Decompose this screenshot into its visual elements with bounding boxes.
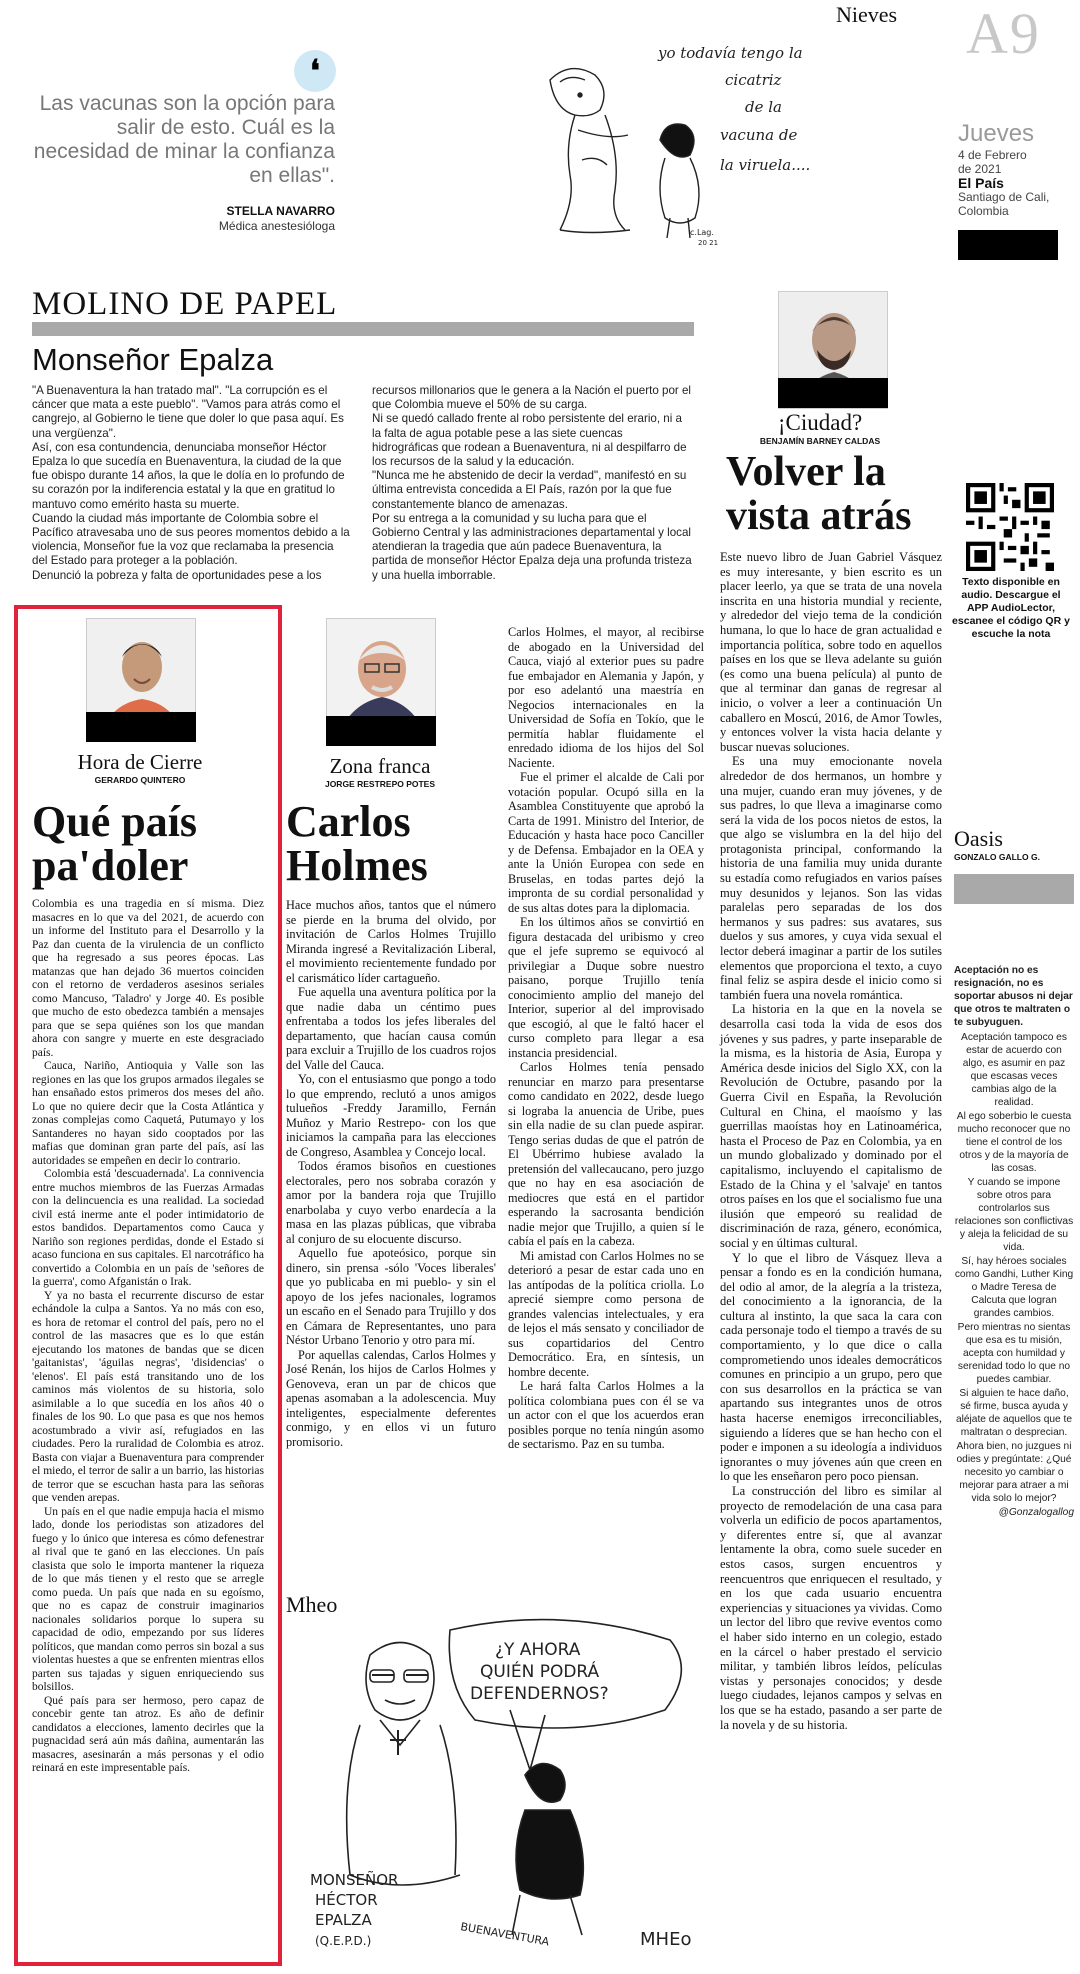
zona-paragraph: Carlos Holmes tenía pensado renunciar en marzo para presentarse como candidato en 2022, desde luego si lograba la anuencia de Uribe, pues sin ella nadie de su clan puede aspirar. Tengo serias dudas de que el patrón de El Ubérrimo hubiese avalado la pretensión del vallecaucano, pero juzgo que no hay en esa asociación de mediocres que está en el partidor esperando la sacrosanta bendición nadie mejor que Trujillo, a quien sí le cabía el país en la cabeza. xyxy=(508,1060,704,1248)
edition-info xyxy=(958,120,1078,260)
zona-paragraph: Hace muchos años, tantos que el número se pierde en la bruma del olvido, por invitación de Carlos Holmes Trujillo Miranda ingresé a Revitalización Liberal, el movimiento recientemente fundado por el carismático líder cartagueño. xyxy=(286,898,496,985)
hora-paragraph: Y ya no basta el recurrente discurso de estar echándole la culpa a Santos. Ya no más con eso, es hora de retomar el control del país, pero no el control de las masacres que es lo que están ejecutando los matones de bandas que se dicen 'gaitanistas', 'águilas negras', 'disidencias' o 'elenos'. El país está transitando uno de los caminos más violentos de su historia, solo asimilable a lo que sucedía en los años 40 o finales de los 90. Lo que pasa es que nos hemos acostumbrado a vivir así, refugiados en las ciudades. Pero la ruralidad de Colombia es atroz. Basta con viajar a Buenaventura para comprender el miedo, el terror de salir a un barrio, las historias de terror que se escuchan hasta para las señoras que venden arepas. xyxy=(32,1289,264,1504)
mheo-speech-line-2: QUIÉN PODRÁ xyxy=(480,1662,600,1682)
hora-body xyxy=(32,898,264,1776)
molino-paragraph: Por su entrega a la comunidad y su lucha para que el Gobierno Central y las administraciones departamental y local atendieran la tragedia que aún padece Buenaventura, la partida de monseñor Héctor Epalza deja una profunda tristeza y una huella imborrable. xyxy=(372,511,692,582)
quote-text: Las vacunas son la opción para salir de esto. Cuál es la necesidad de minar la confianza en ellas". xyxy=(33,92,335,187)
zona-body-col-1 xyxy=(286,898,496,1449)
top-cartoon-year: 20 21 xyxy=(698,239,719,247)
oasis-paragraph: Al ego soberbio le cuesta mucho reconocer que no tiene el control de los otros y de la mayoría de las cosas. xyxy=(956,1111,1072,1174)
zona-paragraph: Aquello fue apoteósico, porque sin dinero, sin prensa -sólo 'Voces liberales' que yo publicaba en mi pueblo- y sin el apoyo de los jefes nacionales, logramos un escaño en el Senado para Trujillo y dos en Cámara de Representantes, uno para Néstor Urbano Tenorio y otro para mí. xyxy=(286,1246,496,1347)
zona-photo-redaction xyxy=(326,716,436,746)
ciudad-paragraph: Este nuevo libro de Juan Gabriel Vásquez es muy interesante, y bien escrito es un placer leerlo, ya que se trata de una novela inscrita en una historia mundial y reciente, y alrededor del viejo tema de la condición humana, lo que lo hace de gran actualidad e importancia política, sobre todo en aquellos países en los que se lleva adelante su guión (es como una buena película) al punto de que al terminar dan ganas de regresar al inicio, o volver a leer a continuación Un caballero en Moscú, 2016, de Amor Towles, y entonces volver la vista hacia delante y buscar nuevas soluciones. xyxy=(720,550,942,754)
oasis-paragraph: Y cuando se impone sobre otros para controlarlos sus relaciones son conflictivas y aleja la felicidad de su vida. xyxy=(954,1177,1074,1253)
molino-paragraph: "A Buenaventura la han tratado mal". "La corrupción es el cáncer que mata a este pueblo". "Vamos para atrás como el cangrejo, al Gobierno le tiene que doler lo que pasa aquí. Es una vergüenza". xyxy=(32,384,344,440)
zona-body-col-2 xyxy=(508,625,704,1452)
newspaper-name: El País xyxy=(958,175,1004,191)
ciudad-paragraph: La construcción del libro es similar al proyecto de remodelación de una casa para volverla un edificio de pocos apartamentos, y diferentes entre sí, que al avanzar lentamente la obra, como suele suceder en estos casos, surgen encuentros y reencuentros que enriquecen el resultado, y en los que cada usuario encuentra experiencias y situaciones ya vividas. Como un lector del libro que revive eventos como el haber sido interno en un colegio, estado en la cárcel o haber prestado el servicio militar, y también libros leídos, películas vistas y personajes conocidos; y desde luego ciudades, lejanos campos y selvas en los que se ha estado, pasando a ser parte de la novela y de su historia. xyxy=(720,1484,942,1732)
oasis-lead: Aceptación no es resignación, no es soportar abusos ni dejar que otros te maltraten o te subyuguen. xyxy=(954,965,1073,1028)
hora-paragraph: Colombia está 'descuadernada'. La connivencia entre muchos miembros de las Fuerzas Armadas con la delincuencia es una realidad. La sociedad civil está inerme ante el poder intimidatorio de estos bandidos. Departamentos como Cauca y Nariño son regiones perdidas, donde el Estado si acaso funciona en sus capitales. El narcotráfico ha convertido a Colombia en un país de 'señores de la guerra', como Afganistán o Irak. xyxy=(32,1168,264,1288)
zona-column-name: Zona franca xyxy=(329,754,431,778)
page-number: A9 xyxy=(966,1,1041,66)
ciudad-paragraph: Y lo que el libro de Vásquez lleva a pensar a fondo es en la condición humana, del odio al amor, de la alegría a la tristeza, del conocimiento a la ignorancia, de la cultura al instinto, la que saca la cara con cada personaje todo el tiempo a través de su comportamiento, y lo que dice o calla comprometiendo unos ideales democráticos comunes en principio a un grupo, pero que con sus desarrollos en la práctica se van apartando sus integrantes unos de otros hasta hacerse enemigos irreconciliables, siguiendo a líderes que se han hecho con el poder e imponen a su ideología a individuos ignorantes o muy jóvenes aún que creen en lo que les enseñaron pero poco piensan. xyxy=(720,1250,942,1484)
ciudad-column-name: ¡Ciudad? xyxy=(777,410,863,435)
oasis-column-name: Oasis xyxy=(954,826,1003,851)
oasis-gray-bar xyxy=(954,874,1074,904)
mheo-label-line-4: (Q.E.P.D.) xyxy=(315,1934,372,1948)
hora-paragraph: Colombia es una tragedia en sí misma. Diez masacres en lo que va del 2021, de acuerdo con un informe del Instituto para el Desarrollo y la Paz dan cuenta de la virulencia de un conflicto que ha regresado a sus peores épocas. Las matanzas que han dejado 36 muertos coinciden con el retorno de verdaderos asesinos seriales como Mancuso, 'Taladro' y Jorge 40. Es posible que mucho de esto obedezca también a mensajes para que se sepa quiénes son los que mandan ahora con sangre y muerte en este desgraciado país. xyxy=(32,898,264,1059)
oasis-paragraph: Pero mientras no sientas que esa es tu misión, acepta con humildad y serenidad todo lo que no puedes cambiar. xyxy=(957,1322,1071,1385)
molino-column-2 xyxy=(372,384,692,583)
molino-paragraph: Cuando la ciudad más importante de Colombia sobre el Pacífico atravesaba uno de sus peores momentos debido a la violencia, Monseñor fue la voz que reclamaba la presencia del Estado para proteger a la población. xyxy=(32,511,350,568)
zona-paragraph: Carlos Holmes, el mayor, al recibirse de abogado en la Universidad del Cauca, viajó al exterior pues su padre fue embajador en Alemania y Japón, y por eso adelantó una maestría en Negocios internacionales en la Universidad de Sofía en Tokío, que le permitía hablar fluidamente el enredado idioma de los hijos del Sol Naciente. xyxy=(508,625,704,770)
ciudad-headline: Volver la vista atrás xyxy=(726,449,912,539)
qr-code-icon[interactable] xyxy=(966,483,1054,571)
section-name: Nieves xyxy=(836,2,898,27)
zona-paragraph: Le hará falta Carlos Holmes a la política colombiana pues con él se va un actor con el que los acuerdos eran posibles porque no tenía ningún asomo de sectarismo. Paz en su tumba. xyxy=(508,1379,704,1451)
ciudad-paragraph: La historia en la que en la novela se desarrolla casi toda la vida de esos dos jóvenes y sus padres, y parte inseparable de la misma, es la historia de Asia, Europa y América desde inicios del Siglo XX, con la Revolución de Octubre, pasando por la Guerra Civil en España, la Revolución Cultural en China, el maoísmo y las guerrillas maoístas hoy en Latinoamérica, hasta el Proceso de Paz en Colombia, ya en un mundo globalizado y dominado por el capitalismo, incluyendo el capitalismo de Estado de la China y el 'salvaje' en tantos otros países en los que el socialismo fue una ilusión que empeoró su realidad de discriminación de raza, género, económica, social y en últimas cultural. xyxy=(720,1002,942,1250)
zona-paragraph: Todos éramos bisoños en cuestiones electorales, pero nos sobraba corazón y amor por la bandera roja que Trujillo enarbolaba y cuyo verbo enardecía a la masa en las plazas públicas, que vibraba al conjuro de su elocuente discurso. xyxy=(286,1159,496,1246)
country: Colombia xyxy=(958,204,1009,218)
molino-headline: Monseñor Epalza xyxy=(32,342,274,377)
hora-column-name: Hora de Cierre xyxy=(77,750,203,774)
oasis-paragraph: Si alguien te hace daño, sé firme, busca ayuda y aléjate de aquellos que te maltratan o desprecian. xyxy=(955,1388,1073,1438)
mheo-label-line-1: MONSEÑOR xyxy=(310,1871,399,1889)
qr-instructions: Texto disponible en audio. Descargue el APP AudioLector, escanee el código QR y escuche la nota xyxy=(952,576,1070,640)
top-cartoon-caption-1: yo todavía tengo la xyxy=(658,44,803,62)
zona-paragraph: Fue aquella una aventura política por la que nadie daba un céntimo pues enfrentaba a todos los jefes liberales del departamento, que hacían causa común para excluir a Trujillo de los cuadros rojos del Valle del Cauca. xyxy=(286,985,496,1072)
molino-section-title: MOLINO DE PAPEL xyxy=(32,286,338,322)
molino-paragraph: Denunció la pobreza y falta de oportunidades pese a los xyxy=(32,568,322,582)
ciudad-paragraph: Es una muy emocionante novela alrededor de dos hermanos, un hombre y una mujer, cuando eran muy jóvenes, y de sus padres, lo que lleva a imaginarse como será la vida de los pocos nietos de estos, la que algo se vislumbra en la del hijo del protagonista principal, conformando la historia de una familia muy unida durante su estadía como refugiados en varios países muy desunidos y lejanos. Son las vidas paralelas pero separadas de los dos hermanos y sus padres: sus avatares, sus duelos y sus amores, y cuya vida sexual el lector deberá imaginar a partir de los sutiles elementos que proporciona el texto, a cuyo final feliz se aspira desde el inicio como si también fuera una novela romántica. xyxy=(720,754,942,1002)
weekday: Jueves xyxy=(958,120,1035,147)
molino-paragraph: "Nunca me he abstenido de decir la verdad", manifestó en su última entrevista concedida a El País, razón por la que fue constantemente blanco de amenazas. xyxy=(372,469,687,511)
oasis-paragraph: Sí, hay héroes sociales como Gandhi, Luther King o Madre Teresa de Calcuta que logran grandes cambios. xyxy=(954,1256,1074,1319)
top-cartoon-signature: c.Lag. xyxy=(690,228,714,237)
hora-author: GERARDO QUINTERO xyxy=(94,775,186,785)
top-cartoon-caption-4: vacuna de xyxy=(720,126,798,144)
oasis-author: GONZALO GALLO G. xyxy=(954,852,1040,862)
zona-paragraph: Fue el primer el alcalde de Cali por votación popular. Ocupó silla en la Asamblea Constituyente que aprobó la Carta de 1991. Ministro del Interior, de Educación y hasta hace poco Canciller y de Defensa. Embajador en la OEA y ante la Unión Europea con sede en Bruselas, en todas partes dejó la impronta de su cordial personalidad y de sus altas dotes para la diplomacia. xyxy=(508,770,704,915)
ciudad-body xyxy=(720,550,942,1732)
oasis-paragraph: Aceptación tampoco es estar de acuerdo con algo, es asumir en paz que escasas veces cambias algo de la realidad. xyxy=(961,1032,1067,1108)
mheo-cartoon xyxy=(310,1615,710,1965)
quote-icon: ❛ xyxy=(294,50,336,92)
hora-photo-redaction xyxy=(86,712,196,742)
mheo-label-line-3: EPALZA xyxy=(315,1911,372,1929)
date: 4 de Febrero xyxy=(958,148,1027,162)
redacted-box xyxy=(958,230,1058,260)
zona-headline: Carlos Holmes xyxy=(286,797,428,890)
oasis-paragraph: Ahora bien, no juzgues ni odies y pregúntate: ¿Qué necesito yo cambiar o mejorar para atraer a mi vida solo lo mejor? xyxy=(956,1441,1072,1504)
zona-paragraph: Mi amistad con Carlos Holmes no se deterioró a pesar de estar cada uno en las antípodas de la política criolla. Lo aprecié siempre como persona de grandes valencias intelectuales, y era de lejos el más sensato y conciliador de sus copartidarios del Centro Democrático. Era, en síntesis, un hombre decente. xyxy=(508,1248,704,1379)
quote-role: Médica anestesióloga xyxy=(218,219,335,233)
zona-paragraph: Yo, con el entusiasmo que pongo a todo lo que emprendo, reclutó a unos amigos tulueños -Freddy Jaramillo, Fernán Muñoz y Mario Restrepo- con los que iniciamos la campaña para las elecciones de Congreso, Asamblea y Concejo local. xyxy=(286,1072,496,1159)
mheo-signature: MHEo xyxy=(640,1929,692,1950)
oasis-handle[interactable]: @Gonzalogallog xyxy=(998,1507,1074,1518)
city: Santiago de Cali, xyxy=(958,190,1050,204)
top-cartoon-caption-5: la viruela.... xyxy=(720,156,811,174)
ciudad-author: BENJAMÍN BARNEY CALDAS xyxy=(759,436,881,446)
top-cartoon-caption-2: cicatriz xyxy=(725,71,782,89)
molino-column-1 xyxy=(32,384,352,583)
top-cartoon xyxy=(520,40,850,250)
hora-headline: Qué país pa'doler xyxy=(32,797,198,890)
molino-paragraph: Así, con esa contundencia, denunciaba monseñor Héctor Epalza lo que sucedía en Buenaventura, la ciudad de la que fue obispo durante 14 años, la que le dolía en lo profundo de su corazón por la indiferencia estatal y la que en gratitud lo mantuvo como emérito hasta su muerte. xyxy=(32,440,345,511)
hora-paragraph: Cauca, Nariño, Antioquia y Valle son las regiones en las que los grupos armados ilegales se han ensañado estos primeros dos meses del año. Lo que no quiere decir que la Costa Atlántica y zonas complejas como Caquetá, Putumayo y los Santanderes no hayan sido cooptados por las mafias que dominan gran parte del país, así las autoridades se empeñen en decir lo contrario. xyxy=(32,1060,264,1167)
year: de 2021 xyxy=(958,162,1002,176)
oasis-body xyxy=(954,964,1074,1520)
mheo-label-line-2: HÉCTOR xyxy=(315,1891,378,1909)
top-cartoon-caption-3: de la xyxy=(745,98,782,116)
mheo-speech-line-1: ¿Y AHORA xyxy=(495,1640,581,1660)
mheo-title: Mheo xyxy=(286,1592,338,1617)
mheo-speech-line-3: DEFENDERNOS? xyxy=(470,1684,609,1704)
quote-author: STELLA NAVARRO xyxy=(226,204,335,218)
molino-gray-bar xyxy=(32,322,694,336)
hora-paragraph: Un país en el que nadie empuja hacia el mismo lado, donde los periodistas son atizadores del fuego y lo único que interesa es cómo defenestrar al rival que te ganó en las elecciones. Un país clasista que solo le importa mantener la riqueza de lo que más tienen y el resto que se arregle como pueda. Un país que nada en su egoísmo, que no es capaz de construir imaginarios nacionales solidarios porque lo supera su capacidad de odio, empezando por sus líderes políticos, que mandan como perros sin bozal a sus violentas huestes a que se enfrenten mientras ellos parten sus tajadas y siguen enriqueciendo sus bolsillos. xyxy=(32,1505,264,1693)
molino-paragraph: Ni se quedó callado frente al robo persistente del erario, ni a la falta de agua potable pese a las siete cuencas hidrográficas que rodean a Buenaventura, ni al despilfarro de los recursos de la salud y la educación. xyxy=(372,412,687,469)
zona-paragraph: En los últimos años se convirtió en figura destacada del uribismo y creo que el jefe supremo se equivocó al privilegiar a Duque sobre nuestro paisano, porque Trujillo tenía conocimiento amplio del manejo del Interior, superior al del improvisado que escogió, al que le faltó hacer el curso completo para llegar a esa instancia presidencial. xyxy=(508,915,704,1060)
ciudad-photo-redaction xyxy=(778,378,888,408)
zona-author: JORGE RESTREPO POTES xyxy=(324,779,436,789)
mheo-buenaventura-label: BUENAVENTURA xyxy=(459,1920,551,1949)
zona-paragraph: Por aquellas calendas, Carlos Holmes y José Renán, los hijos de Carlos Holmes y Genoveva, eran un par de chicos que apenas asomaban a la adolescencia. Muy inteligentes, especialmente deferentes conmigo, y en ellos vi un futuro promisorio. xyxy=(286,1347,496,1449)
hora-paragraph: Qué país para ser hermoso, pero capaz de concebir gente tan atroz. Es año de definir candidatos a elecciones, lamento decirles que la pugnacidad será aún más dañina, aumentarán las masacres, asesinarán a más personas y el odio reinará en este impresentable país. xyxy=(32,1694,264,1774)
molino-paragraph: recursos millonarios que le genera a la Nación el puerto por el que Colombia mueve el 50% de su carga. xyxy=(372,384,692,412)
